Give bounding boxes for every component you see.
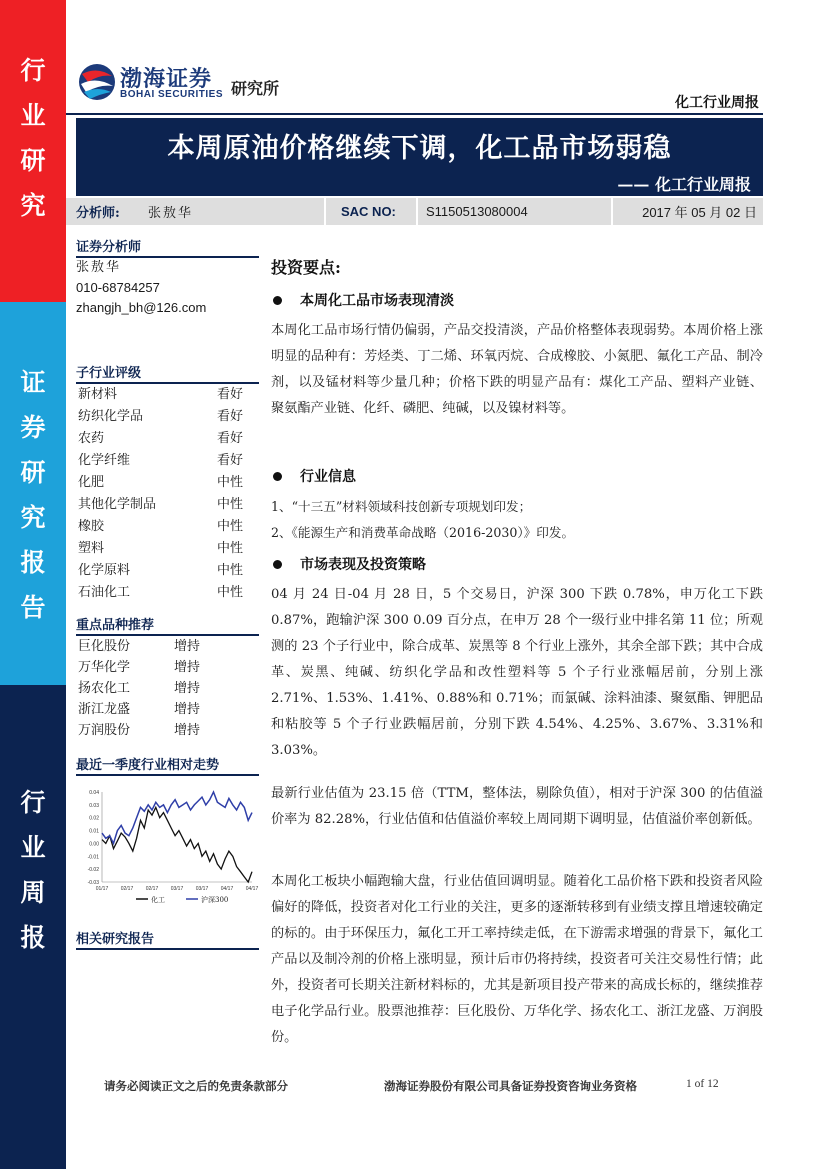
key-pick-row (76, 720, 259, 741)
report-title: 本周原油价格继续下调，化工品市场弱稳 (167, 133, 672, 164)
key-pick-row (76, 657, 259, 678)
chart-series-line-0 (102, 807, 252, 882)
side-band-char: 周 (20, 878, 46, 907)
institute-label: 研究所 (231, 79, 280, 98)
key-pick-row-name: 巨化股份 (78, 639, 131, 654)
side-band-char: 研 (20, 458, 46, 487)
sub-industry-row-rating: 看好 (216, 409, 243, 424)
side-band-char: 报 (20, 548, 46, 577)
chart-x-tick-label: 01/17 (95, 886, 109, 892)
report-subtitle: —— 化工行业周报 (617, 175, 751, 194)
side-band-char: 券 (20, 413, 46, 442)
sub-industry-row-rating: 中性 (216, 585, 243, 600)
key-pick-row-name: 万华化学 (78, 660, 131, 675)
report-type: 化工行业周报 (675, 95, 759, 111)
key-pick-row-name: 万润股份 (78, 723, 131, 738)
chart-x-tick-label: 03/17 (170, 886, 184, 892)
sub-industry-row-rating: 中性 (216, 519, 243, 534)
section-news-heading (271, 466, 763, 486)
sub-industry-row-name: 化肥 (78, 475, 105, 490)
page-number: 1 of 12 (686, 1078, 719, 1090)
section-strategy-heading (271, 554, 763, 574)
logo-chinese-name: 渤海证券 (120, 66, 213, 92)
key-picks-heading: 重点品种推荐 (76, 614, 259, 636)
side-band-weekly-report (0, 685, 66, 1169)
side-band-securities-report (0, 302, 66, 685)
sub-industry-row-name: 塑料 (78, 541, 105, 556)
chart-y-tick-label: 0.04 (89, 790, 99, 796)
bullet-icon (273, 560, 282, 569)
chart-x-tick-label: 03/17 (195, 886, 209, 892)
analyst-card-heading: 证券分析师 (76, 236, 259, 258)
side-band-char: 行 (20, 56, 46, 85)
chart-y-tick-label: -0.03 (87, 880, 99, 886)
key-pick-row (76, 678, 259, 699)
sub-industry-row-name: 化学纤维 (78, 453, 131, 468)
sub-industry-row (76, 560, 259, 582)
analyst-phone: 010-68784257 (76, 280, 160, 295)
key-picks (76, 614, 259, 741)
title-banner (76, 118, 763, 196)
key-pick-row (76, 699, 259, 720)
info-separator (324, 198, 326, 225)
key-pick-row-rating: 增持 (174, 639, 201, 654)
section-news-heading-text: 行业信息 (300, 469, 356, 485)
sub-industry-row (76, 516, 259, 538)
key-pick-row-rating: 增持 (174, 660, 201, 675)
analyst-card (76, 236, 259, 318)
section-strategy-heading-text: 市场表现及投资策略 (300, 557, 426, 573)
chart-x-tick-label: 02/17 (120, 886, 134, 892)
bohai-logo (78, 60, 298, 108)
section-market-heading-text: 本周化工品市场表现清淡 (300, 293, 454, 309)
sub-industry-row (76, 450, 259, 472)
side-band-char: 究 (20, 191, 46, 220)
relative-trend-section (76, 754, 259, 904)
side-band-char: 研 (20, 146, 46, 175)
strategy-paragraph-valuation: 最新行业估值为 23.15 倍（TTM，整体法，剔除负值），相对于沪深 300 的估值溢价率为 82.28%，行业估值和估值溢价率较上周同期下调明显，估值溢价率创新低。 (271, 786, 763, 827)
sub-industry-row (76, 472, 259, 494)
chart-legend-label: 沪深300 (201, 896, 229, 904)
key-pick-row-rating: 增持 (174, 702, 201, 717)
sub-industry-row-rating: 看好 (216, 387, 243, 402)
key-pick-row-rating: 增持 (174, 681, 201, 696)
logo-english-name: BOHAI SECURITIES (120, 89, 224, 100)
chart-x-tick-label: 04/17 (245, 886, 259, 892)
side-band-char: 证 (20, 368, 46, 397)
chart-y-tick-label: 0.00 (89, 841, 99, 848)
analyst-card-name: 张敖华 (76, 260, 122, 275)
sub-industry-row (76, 384, 259, 406)
side-band-char: 行 (20, 788, 46, 817)
relative-trend-heading: 最近一季度行业相对走势 (76, 754, 259, 776)
sub-industry-row-name: 橡胶 (78, 519, 105, 534)
section-market-heading (271, 290, 763, 310)
analyst-name: 张敖华 (148, 206, 194, 221)
news-item: 1、“十三五”材料领域科技创新专项规划印发； (271, 499, 532, 514)
key-pick-row-rating: 增持 (174, 723, 201, 738)
sub-industry-row-name: 石油化工 (78, 585, 131, 600)
chart-y-tick-label: 0.02 (89, 815, 99, 822)
sub-industry-row-name: 农药 (78, 431, 105, 446)
bohai-logo-icon (78, 62, 116, 102)
sub-industry-row-rating: 中性 (216, 541, 243, 556)
info-separator (611, 198, 613, 225)
key-points-title: 投资要点: (271, 258, 341, 277)
sub-industry-row-rating: 看好 (216, 453, 243, 468)
side-band-char: 究 (20, 503, 46, 532)
sub-industry-row (76, 494, 259, 516)
sub-industry-row (76, 406, 259, 428)
analyst-email[interactable]: zhangjh_bh@126.com (76, 300, 207, 315)
sub-industry-row-name: 纺织化学品 (78, 409, 144, 424)
header-rule (66, 113, 763, 115)
sub-industry-row-name: 新材料 (78, 387, 118, 402)
chart-x-tick-label: 04/17 (220, 886, 234, 892)
related-reports (76, 928, 259, 950)
report-date: 2017 年 05 月 02 日 (642, 205, 757, 220)
sub-industry-heading: 子行业评级 (76, 362, 259, 384)
side-band-char: 报 (20, 923, 46, 952)
chart-y-tick-label: -0.01 (87, 854, 99, 861)
strategy-paragraph-outlook: 本周化工板块小幅跑输大盘，行业估值回调明显。随着化工品价格下跌和投资者风险偏好的降低，投资者对化工行业的关注，更多的逐渐转移到有业绩支撑且增速较确定的标的。由于环保压力，氟化工开工率持续走低，在下游需求增强的背景下，氟化工产品以及制冷剂的价格上涨明显，预计后市仍将持续，投资者可关注交易性行情；此外，投资者可长期关注新材料标的，尤其是新项目投产带来的高成长标的，继续推荐电子化学品行业。股票池推荐：巨化股份、万华化学、扬农化工、浙江龙盛、万润股份。 (271, 874, 763, 1045)
sub-industry-row-rating: 看好 (216, 431, 243, 446)
sub-industry-row (76, 428, 259, 450)
sub-industry-row (76, 538, 259, 560)
sub-industry-row-name: 化学原料 (78, 563, 131, 578)
side-band-char: 告 (20, 593, 46, 622)
info-separator (416, 198, 418, 225)
strategy-paragraph-performance: 04 月 24 日-04 月 28 日，5 个交易日，沪深 300 下跌 0.78%，申万化工下跌 0.87%，跑输沪深 300 0.09 百分点，在申万 28 个一级行业中排名第 11 位；所观测的 23 个子行业中，除合成革、炭黑等 8 个行业上涨外，其余全部下跌；其中合成革、炭黑、纯碱、纺织化学品和改性塑料等 5 个子行业涨幅居前，分别上涨 2.71%、1.53%、1.41%、0.88%和 0.71%；而氯碱、涂料油漆、聚氨酯、钾肥品和粘胶等 5 个子行业跌幅居前，分别下跌 4.54%、4.25%、3.67%、3.31%和 3.03%。 (271, 587, 763, 758)
key-pick-row-name: 浙江龙盛 (78, 702, 131, 717)
side-band-industry-research (0, 0, 66, 302)
bullet-icon (273, 472, 282, 481)
section-market-body: 本周化工品市场行情仍偏弱，产品交投清淡，产品价格整体表现弱势。本周价格上涨明显的品种有：芳烃类、丁二烯、环氧丙烷、合成橡胶、小氮肥、氟化工产品、制冷剂，以及锰材料等少量几种；价格下跌的明显产品有：煤化工产品、塑料产业链、 聚氨酯产业链、化纤、磷肥、纯碱，以及镍材料等。 (271, 323, 763, 416)
key-pick-row (76, 636, 259, 657)
chart-y-tick-label: 0.01 (89, 828, 99, 835)
sub-industry-row-name: 其他化学制品 (78, 497, 157, 512)
key-pick-row-name: 扬农化工 (78, 681, 131, 696)
news-item: 2、《能源生产和消费革命战略（2016-2030）》印发。 (271, 525, 575, 540)
side-band-char: 业 (20, 833, 46, 862)
chart-legend-label: 化工 (151, 896, 165, 904)
footer-disclaimer: 请务必阅读正文之后的免责条款部分 (104, 1079, 288, 1093)
relative-trend-chart (76, 776, 259, 906)
chart-x-tick-label: 02/17 (145, 886, 159, 892)
info-bar (66, 198, 763, 225)
related-reports-heading: 相关研究报告 (76, 928, 259, 950)
sub-industry-row-rating: 中性 (216, 497, 243, 512)
side-band-char: 业 (20, 101, 46, 130)
sac-label: SAC NO: (341, 204, 396, 219)
bullet-icon (273, 296, 282, 305)
sub-industry-row-rating: 中性 (216, 475, 243, 490)
sub-industry-row (76, 582, 259, 604)
footer-qualification: 渤海证券股份有限公司具备证券投资咨询业务资格 (384, 1079, 637, 1093)
analyst-label: 分析师: (76, 206, 120, 221)
sub-industry-ratings (76, 362, 259, 604)
chart-y-tick-label: -0.02 (87, 867, 99, 874)
sub-industry-row-rating: 中性 (216, 563, 243, 578)
chart-y-tick-label: 0.03 (89, 802, 99, 809)
sac-number: S1150513080004 (426, 204, 528, 219)
